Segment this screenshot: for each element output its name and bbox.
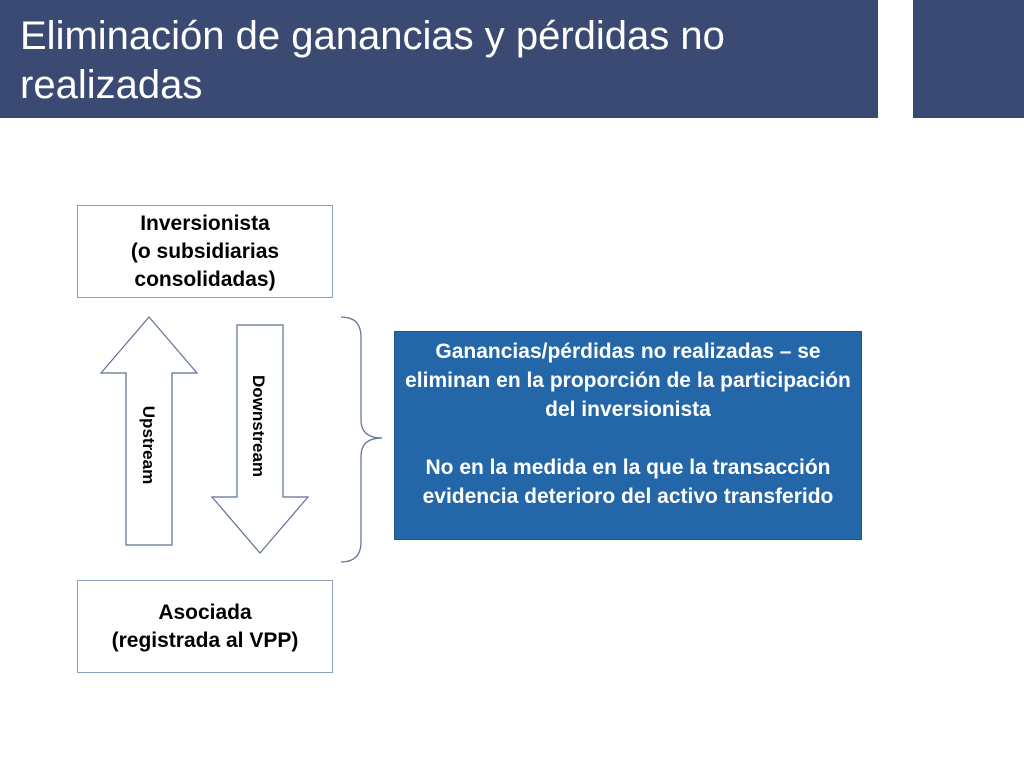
investor-line-3: consolidadas) (134, 267, 276, 291)
investor-box (77, 205, 333, 298)
associate-line-2: (registrada al VPP) (111, 628, 299, 652)
info-spacer (405, 424, 851, 453)
right-brace (341, 317, 382, 562)
investor-line-2: (o subsidiarias (130, 239, 280, 263)
associate-line-1: Asociada (158, 600, 252, 624)
upstream-label: Upstream (139, 405, 158, 485)
associate-box (77, 580, 333, 673)
slide-title: Eliminación de ganancias y pérdidas no realizadas (20, 14, 725, 107)
investor-line-1: Inversionista (140, 211, 270, 235)
info-paragraph-1: Ganancias/pérdidas no realizadas – se eliminan en la proporción de la participación del inversionista (405, 340, 851, 421)
info-paragraph-2: No en la medida en la que la transacción evidencia deterioro del activo transferido (422, 456, 834, 508)
downstream-label: Downstream (249, 375, 268, 478)
info-box (394, 331, 862, 540)
